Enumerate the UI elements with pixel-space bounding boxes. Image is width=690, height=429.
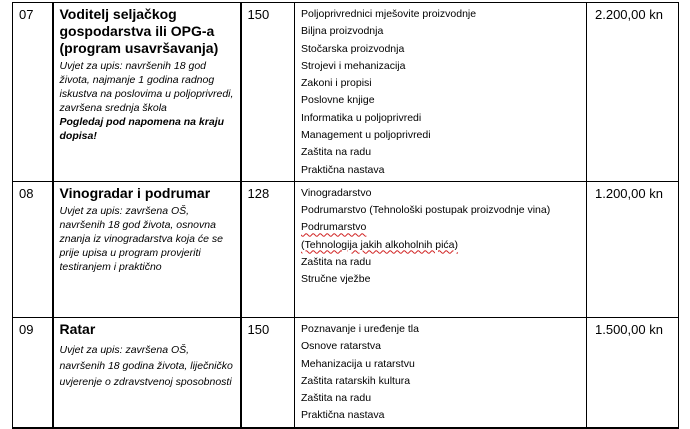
program-title: Voditelj seljačkog gospodarstva ili OPG-a (program usavršavanja) [59, 6, 219, 56]
spellcheck-underlined-text: (Tehnologija jakih alkoholnih pića) [301, 238, 459, 251]
subject-item: Praktična nastava [301, 409, 385, 422]
subject-item: Poznavanje i uređenje tla [301, 323, 419, 335]
subject-item [301, 219, 581, 236]
subject-item: Osnove ratarstva [301, 340, 381, 353]
table-row [13, 3, 679, 182]
subject-item: Stočarska proizvodnja [301, 42, 405, 55]
program-cell [53, 3, 241, 182]
program-number: 07 [13, 3, 53, 182]
program-conditions: Uvjet za upis: završena OŠ, navršenih 18 godina života, liječničko uvjerenje o zdravstvenoj sposobnosti [59, 344, 233, 388]
spellcheck-underlined-text: Podrumarstvo [301, 221, 367, 234]
subjects-cell [295, 318, 587, 428]
program-cell [53, 182, 241, 318]
subject-item: Strojevi i mehanizacija [301, 59, 406, 72]
subject-item: Praktična nastava [301, 163, 385, 176]
subjects-cell [295, 3, 587, 182]
program-conditions: Uvjet za upis: završena OŠ, navršenih 18 god života, osnovna znanja iz vinogradarstva koja će se prije upisa u program provjeriti testiranjem i praktično [59, 205, 223, 273]
subject-item: Biljna proizvodnja [301, 25, 384, 38]
subject-item: Informatika u poljoprivredi [301, 111, 422, 124]
subject-item: Vinogradarstvo [301, 187, 372, 199]
program-note: Pogledaj pod napomena na kraju dopisa! [59, 116, 225, 142]
programs-table [12, 2, 679, 429]
subject-item [301, 237, 581, 254]
subject-item: Zaštita na radu [301, 392, 372, 405]
program-conditions: Uvjet za upis: navršenih 18 god života, najmanje 1 godina radnog iskustva na poslovima u poljoprivredi, završena srednja škola [59, 60, 234, 114]
program-title: Vinogradar i podrumar [59, 185, 211, 201]
subject-item: Stručne vježbe [301, 272, 371, 285]
program-hours: 150 [241, 318, 295, 428]
program-price: 1.500,00 kn [587, 318, 679, 428]
subject-item: Mehanizacija u ratarstvu [301, 357, 415, 370]
program-hours: 150 [241, 3, 295, 182]
subject-item: Zaštita ratarskih kultura [301, 374, 411, 387]
program-price: 2.200,00 kn [587, 3, 679, 182]
program-title: Ratar [59, 321, 96, 337]
program-number: 08 [13, 182, 53, 318]
program-cell [53, 318, 241, 428]
subject-item: Zaštita na radu [301, 146, 372, 159]
subject-item: Management u poljoprivredi [301, 129, 431, 142]
subject-item: Zaštita na radu [301, 255, 372, 268]
program-hours: 128 [241, 182, 295, 318]
subject-item: Zakoni i propisi [301, 77, 372, 90]
subject-item: Poljoprivrednici mješovite proizvodnje [301, 8, 477, 20]
table-row [13, 318, 679, 428]
program-number: 09 [13, 318, 53, 428]
subjects-cell [295, 182, 587, 318]
subject-item: Podrumarstvo (Tehnološki postupak proizvodnje vina) [301, 204, 551, 217]
table-row [13, 182, 679, 318]
subject-item: Poslovne knjige [301, 94, 375, 107]
program-price: 1.200,00 kn [587, 182, 679, 318]
